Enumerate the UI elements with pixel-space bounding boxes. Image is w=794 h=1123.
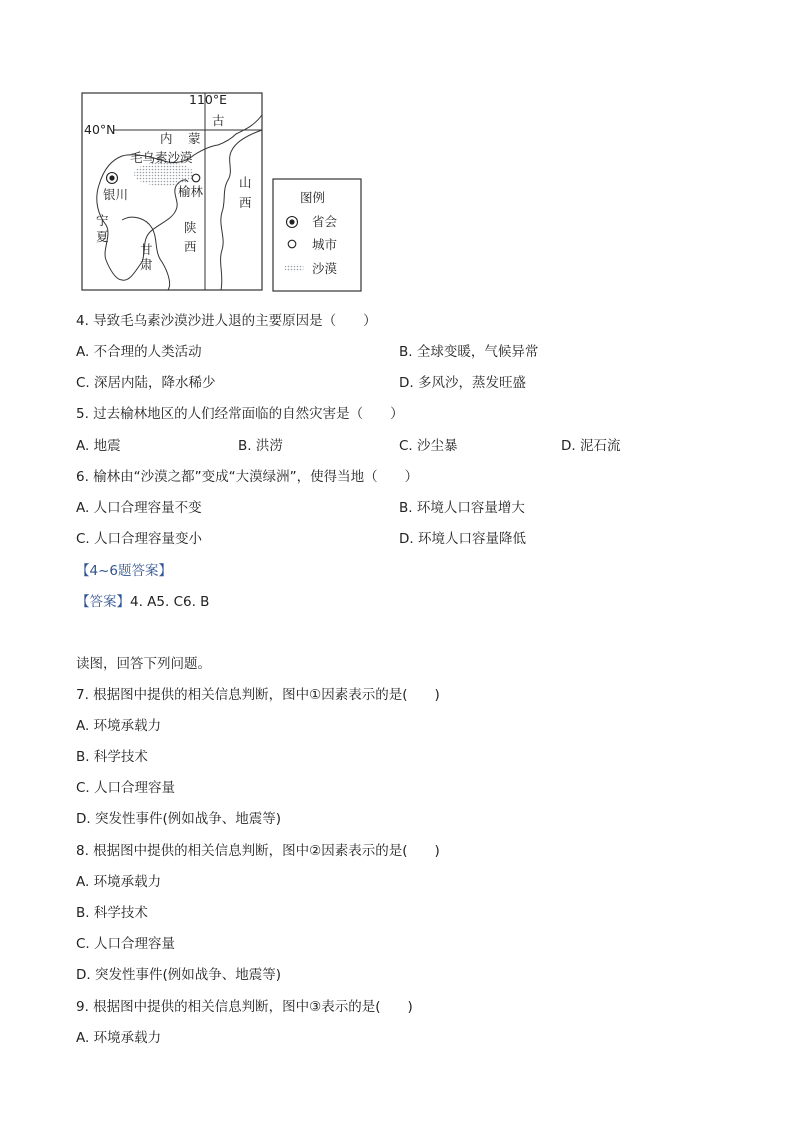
map-legend xyxy=(272,178,364,296)
label-desert: 毛乌素沙漠 xyxy=(130,150,193,165)
label-xi-shanxi: 西 xyxy=(239,195,252,210)
question-9-option-a[interactable]: A. 环境承载力 xyxy=(76,1030,162,1046)
label-shaan: 陕 xyxy=(184,220,197,235)
question-8-stem: 8. 根据图中提供的相关信息判断，图中②因素表示的是( ) xyxy=(76,843,440,859)
question-5-stem: 5. 过去榆林地区的人们经常面临的自然灾害是（ ） xyxy=(76,406,404,422)
question-5-option-a[interactable]: A. 地震 xyxy=(76,438,121,454)
label-ning: 宁 xyxy=(96,213,109,228)
label-nei: 内 xyxy=(160,131,173,146)
reading-instruction: 读图，回答下列问题。 xyxy=(76,656,211,672)
label-yinchuan: 银川 xyxy=(103,187,129,202)
legend-capital-label: 省会 xyxy=(312,214,338,229)
label-yulin: 榆林 xyxy=(178,184,204,199)
label-xia: 夏 xyxy=(96,229,109,244)
question-7-option-a[interactable]: A. 环境承载力 xyxy=(76,718,162,734)
question-7-option-c[interactable]: C. 人口合理容量 xyxy=(76,780,176,796)
answer-label: 【答案】 xyxy=(76,594,130,610)
question-8-option-b[interactable]: B. 科学技术 xyxy=(76,905,148,921)
question-4-option-b[interactable]: B. 全球变暖，气候异常 xyxy=(399,344,539,360)
answer-text: 4. A5. C6. B xyxy=(130,594,210,610)
city-symbol-yulin xyxy=(192,174,200,182)
legend-city-label: 城市 xyxy=(312,237,338,252)
question-5-option-c[interactable]: C. 沙尘暴 xyxy=(399,438,458,454)
legend-desert-label: 沙漠 xyxy=(312,261,338,276)
legend-desert-icon xyxy=(284,264,304,272)
question-6-option-b[interactable]: B. 环境人口容量增大 xyxy=(399,500,525,516)
label-su: 肃 xyxy=(140,257,153,272)
question-4-option-a[interactable]: A. 不合理的人类活动 xyxy=(76,344,202,360)
label-meng: 蒙 xyxy=(188,131,201,146)
question-6-option-d[interactable]: D. 环境人口容量降低 xyxy=(399,531,526,547)
question-4-stem: 4. 导致毛乌素沙漠沙进人退的主要原因是（ ） xyxy=(76,313,377,329)
question-5-option-b[interactable]: B. 洪涝 xyxy=(238,438,283,454)
legend-city-icon xyxy=(288,240,296,248)
longitude-label: 110°E xyxy=(189,92,228,107)
question-4-option-c[interactable]: C. 深居内陆，降水稀少 xyxy=(76,375,216,391)
legend-capital-icon xyxy=(287,217,298,228)
legend-title: 图例 xyxy=(300,190,326,205)
question-5-option-d[interactable]: D. 泥石流 xyxy=(561,438,621,454)
question-6-stem: 6. 榆林由“沙漠之都”变成“大漠绿洲”，使得当地（ ） xyxy=(76,469,419,485)
question-7-option-d[interactable]: D. 突发性事件(例如战争、地震等) xyxy=(76,811,282,827)
question-4-option-d[interactable]: D. 多风沙，蒸发旺盛 xyxy=(399,375,526,391)
label-gu: 古 xyxy=(212,113,225,128)
question-8-option-c[interactable]: C. 人口合理容量 xyxy=(76,936,176,952)
label-gan: 甘 xyxy=(140,242,153,257)
capital-symbol-yinchuan xyxy=(107,173,118,184)
latitude-label: 40°N xyxy=(84,122,116,137)
answer-line xyxy=(76,593,209,611)
question-9-stem: 9. 根据图中提供的相关信息判断，图中③表示的是( ) xyxy=(76,999,413,1015)
answer-section-header: 【4~6题答案】 xyxy=(76,563,172,579)
question-8-option-a[interactable]: A. 环境承载力 xyxy=(76,874,162,890)
question-8-option-d[interactable]: D. 突发性事件(例如战争、地震等) xyxy=(76,967,282,983)
question-7-option-b[interactable]: B. 科学技术 xyxy=(76,749,148,765)
label-shan: 山 xyxy=(239,175,252,190)
question-6-option-c[interactable]: C. 人口合理容量变小 xyxy=(76,531,203,547)
question-7-stem: 7. 根据图中提供的相关信息判断，图中①因素表示的是( ) xyxy=(76,687,440,703)
desert-area xyxy=(134,162,194,186)
label-xi-shaanxi: 西 xyxy=(184,239,197,254)
question-6-option-a[interactable]: A. 人口合理容量不变 xyxy=(76,500,202,516)
